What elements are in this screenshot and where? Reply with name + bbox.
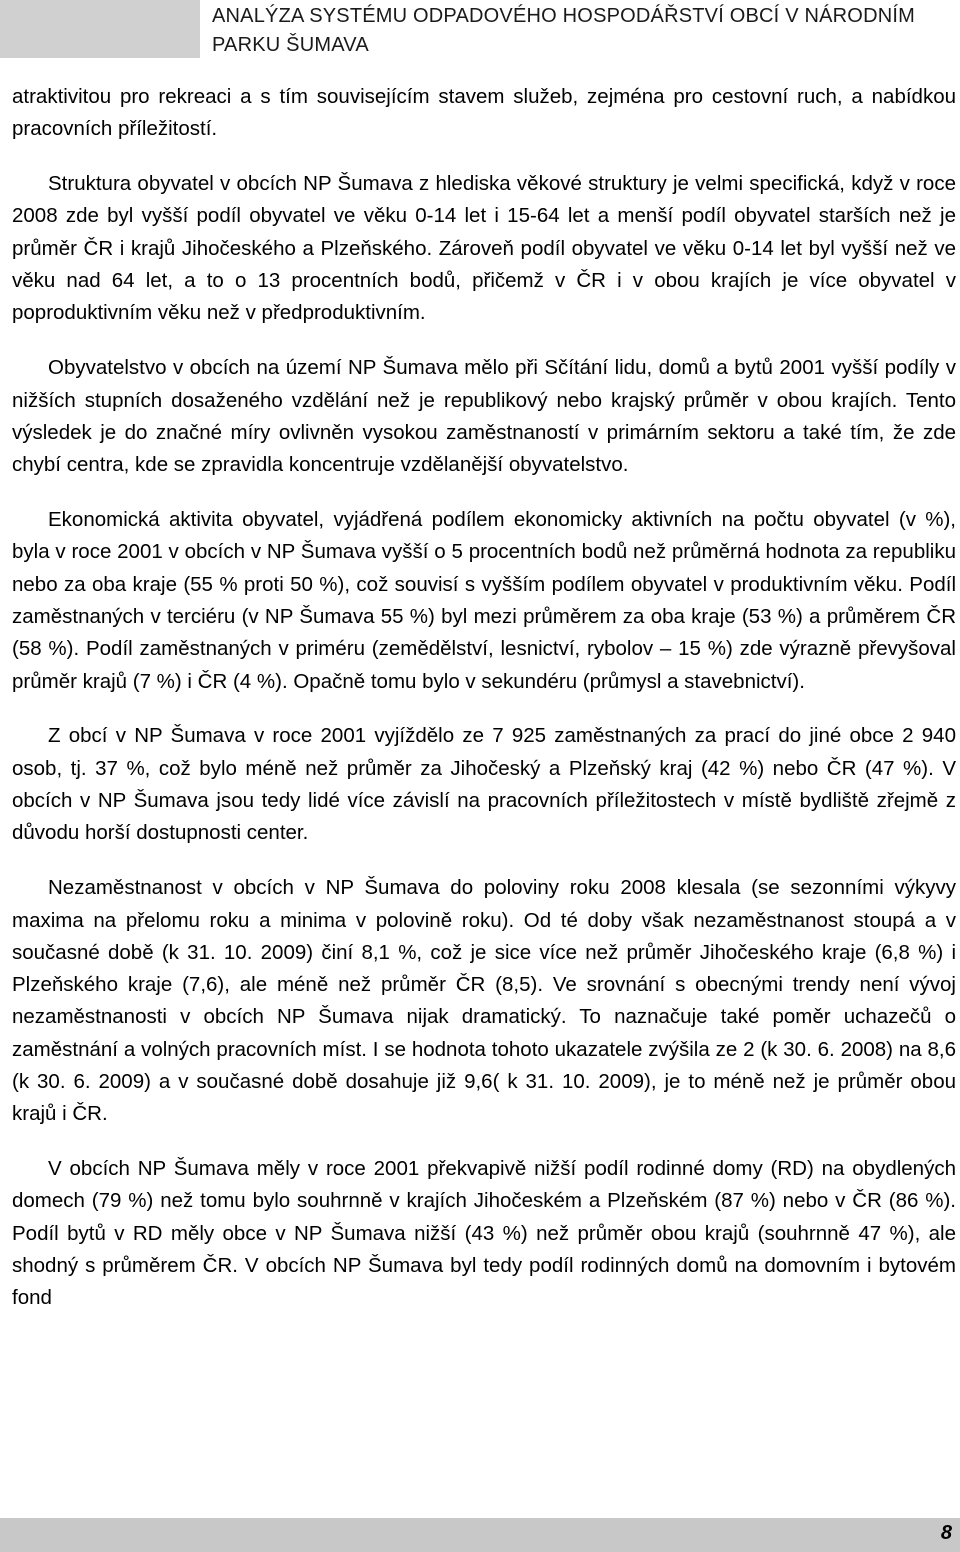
page-footer — [0, 1518, 960, 1552]
paragraph-education: Obyvatelstvo v obcích na území NP Šumava mělo při Sčítání lidu, domů a bytů 2001 vyšší podíly v nižších stupních dosaženého vzdělání než je republikový nebo krajský průměr v obou krajích. Tento výsledek je do značné míry ovlivněn vysokou zaměstnaností v primárním sektoru a také tím, že zde chybí centra, kde se zpravidla koncentruje vzdělanější obyvatelstvo. — [12, 356, 956, 477]
paragraph-continuation: atraktivitou pro rekreaci a s tím souvisejícím stavem služeb, zejména pro cestovní ruch, a nabídkou pracovních příležitostí. — [12, 85, 956, 141]
paragraph-unemployment: Nezaměstnanost v obcích v NP Šumava do poloviny roku 2008 klesala (se sezonními výkyvy maxima na přelomu roku a minima v polovině roku). Od té doby však nezaměstnanost stoupá a v současné době (k 31. 10. 2009) činí 8,1 %, což je sice více než průměr Jihočeského kraje (6,8 %) i Plzeňského kraje (7,6), ale méně než průměr ČR (8,5). Ve srovnání s obecnými trendy není vývoj nezaměstnanosti v obcích NP Šumava nijak dramatický. To naznačuje také poměr uchazečů o zaměstnání a volných pracovních míst. I se hodnota tohoto ukazatele zvýšila ze 2 (k 30. 6. 2008) na 8,6 (k 30. 6. 2009) a v současné době dosahuje již 9,6( k 31. 10. 2009), je to méně než je průměr obou krajů i ČR. — [12, 876, 956, 1126]
paragraph-commuting: Z obcí v NP Šumava v roce 2001 vyjíždělo ze 7 925 zaměstnaných za prací do jiné obce 2 940 osob, tj. 37 %, což bylo méně než průměr za Jihočeský a Plzeňský kraj (42 %) nebo ČR (47 %). V obcích v NP Šumava jsou tedy lidé více závislí na pracovních příležitostech v místě bydliště zřejmě z důvodu horší dostupnosti center. — [12, 724, 956, 845]
page-number: 8 — [940, 1522, 952, 1544]
paragraph-housing: V obcích NP Šumava měly v roce 2001 překvapivě nižší podíl rodinné domy (RD) na obydlených domech (79 %) než tomu bylo souhrnně v krajích Jihočeském a Plzeňském (87 %) nebo v ČR (86 %). Podíl bytů v RD měly obce v NP Šumava nižší (43 %) než průměr obou krajů (souhrnně 47 %), ale shodný s průměrem ČR. V obcích NP Šumava byl tedy podíl rodinných domů na domovním i bytovém fond — [12, 1157, 956, 1310]
paragraph-economic-activity: Ekonomická aktivita obyvatel, vyjádřená podílem ekonomicky aktivních na počtu obyvatel (v %), byla v roce 2001 v obcích v NP Šumava vyšší o 5 procentních bodů než průměrná hodnota za republiku nebo za oba kraje (55 % proti 50 %), což souvisí s vyšším podílem obyvatel v produktivním věku. Podíl zaměstnaných v terciéru (v NP Šumava 55 %) byl mezi průměrem za oba kraje (53 %) a průměrem ČR (58 %). Podíl zaměstnaných v priméru (zemědělství, lesnictví, rybolov – 15 %) zde výrazně převyšoval průměr krajů (7 %) i ČR (4 %). Opačně tomu bylo v sekundéru (průmysl a stavebnictví). — [12, 508, 956, 693]
page-header — [0, 0, 960, 58]
document-body — [12, 81, 956, 1337]
header-grey-band — [0, 0, 200, 58]
paragraph-age-structure: Struktura obyvatel v obcích NP Šumava z hlediska věkové struktury je velmi specifická, když v roce 2008 zde byl vyšší podíl obyvatel ve věku 0-14 let i 15-64 let a menší podíl obyvatel starších než je průměr ČR i krajů Jihočeského a Plzeňského. Zároveň podíl obyvatel ve věku 0-14 let byl vyšší než ve věku nad 64 let, a to o 13 procentních bodů, přičemž v ČR i v obou krajích je více obyvatel v poproduktivním věku než v předproduktivním. — [12, 172, 956, 325]
header-title: ANALÝZA SYSTÉMU ODPADOVÉHO HOSPODÁŘSTVÍ OBCÍ V NÁRODNÍM PARKU ŠUMAVA — [212, 5, 915, 56]
